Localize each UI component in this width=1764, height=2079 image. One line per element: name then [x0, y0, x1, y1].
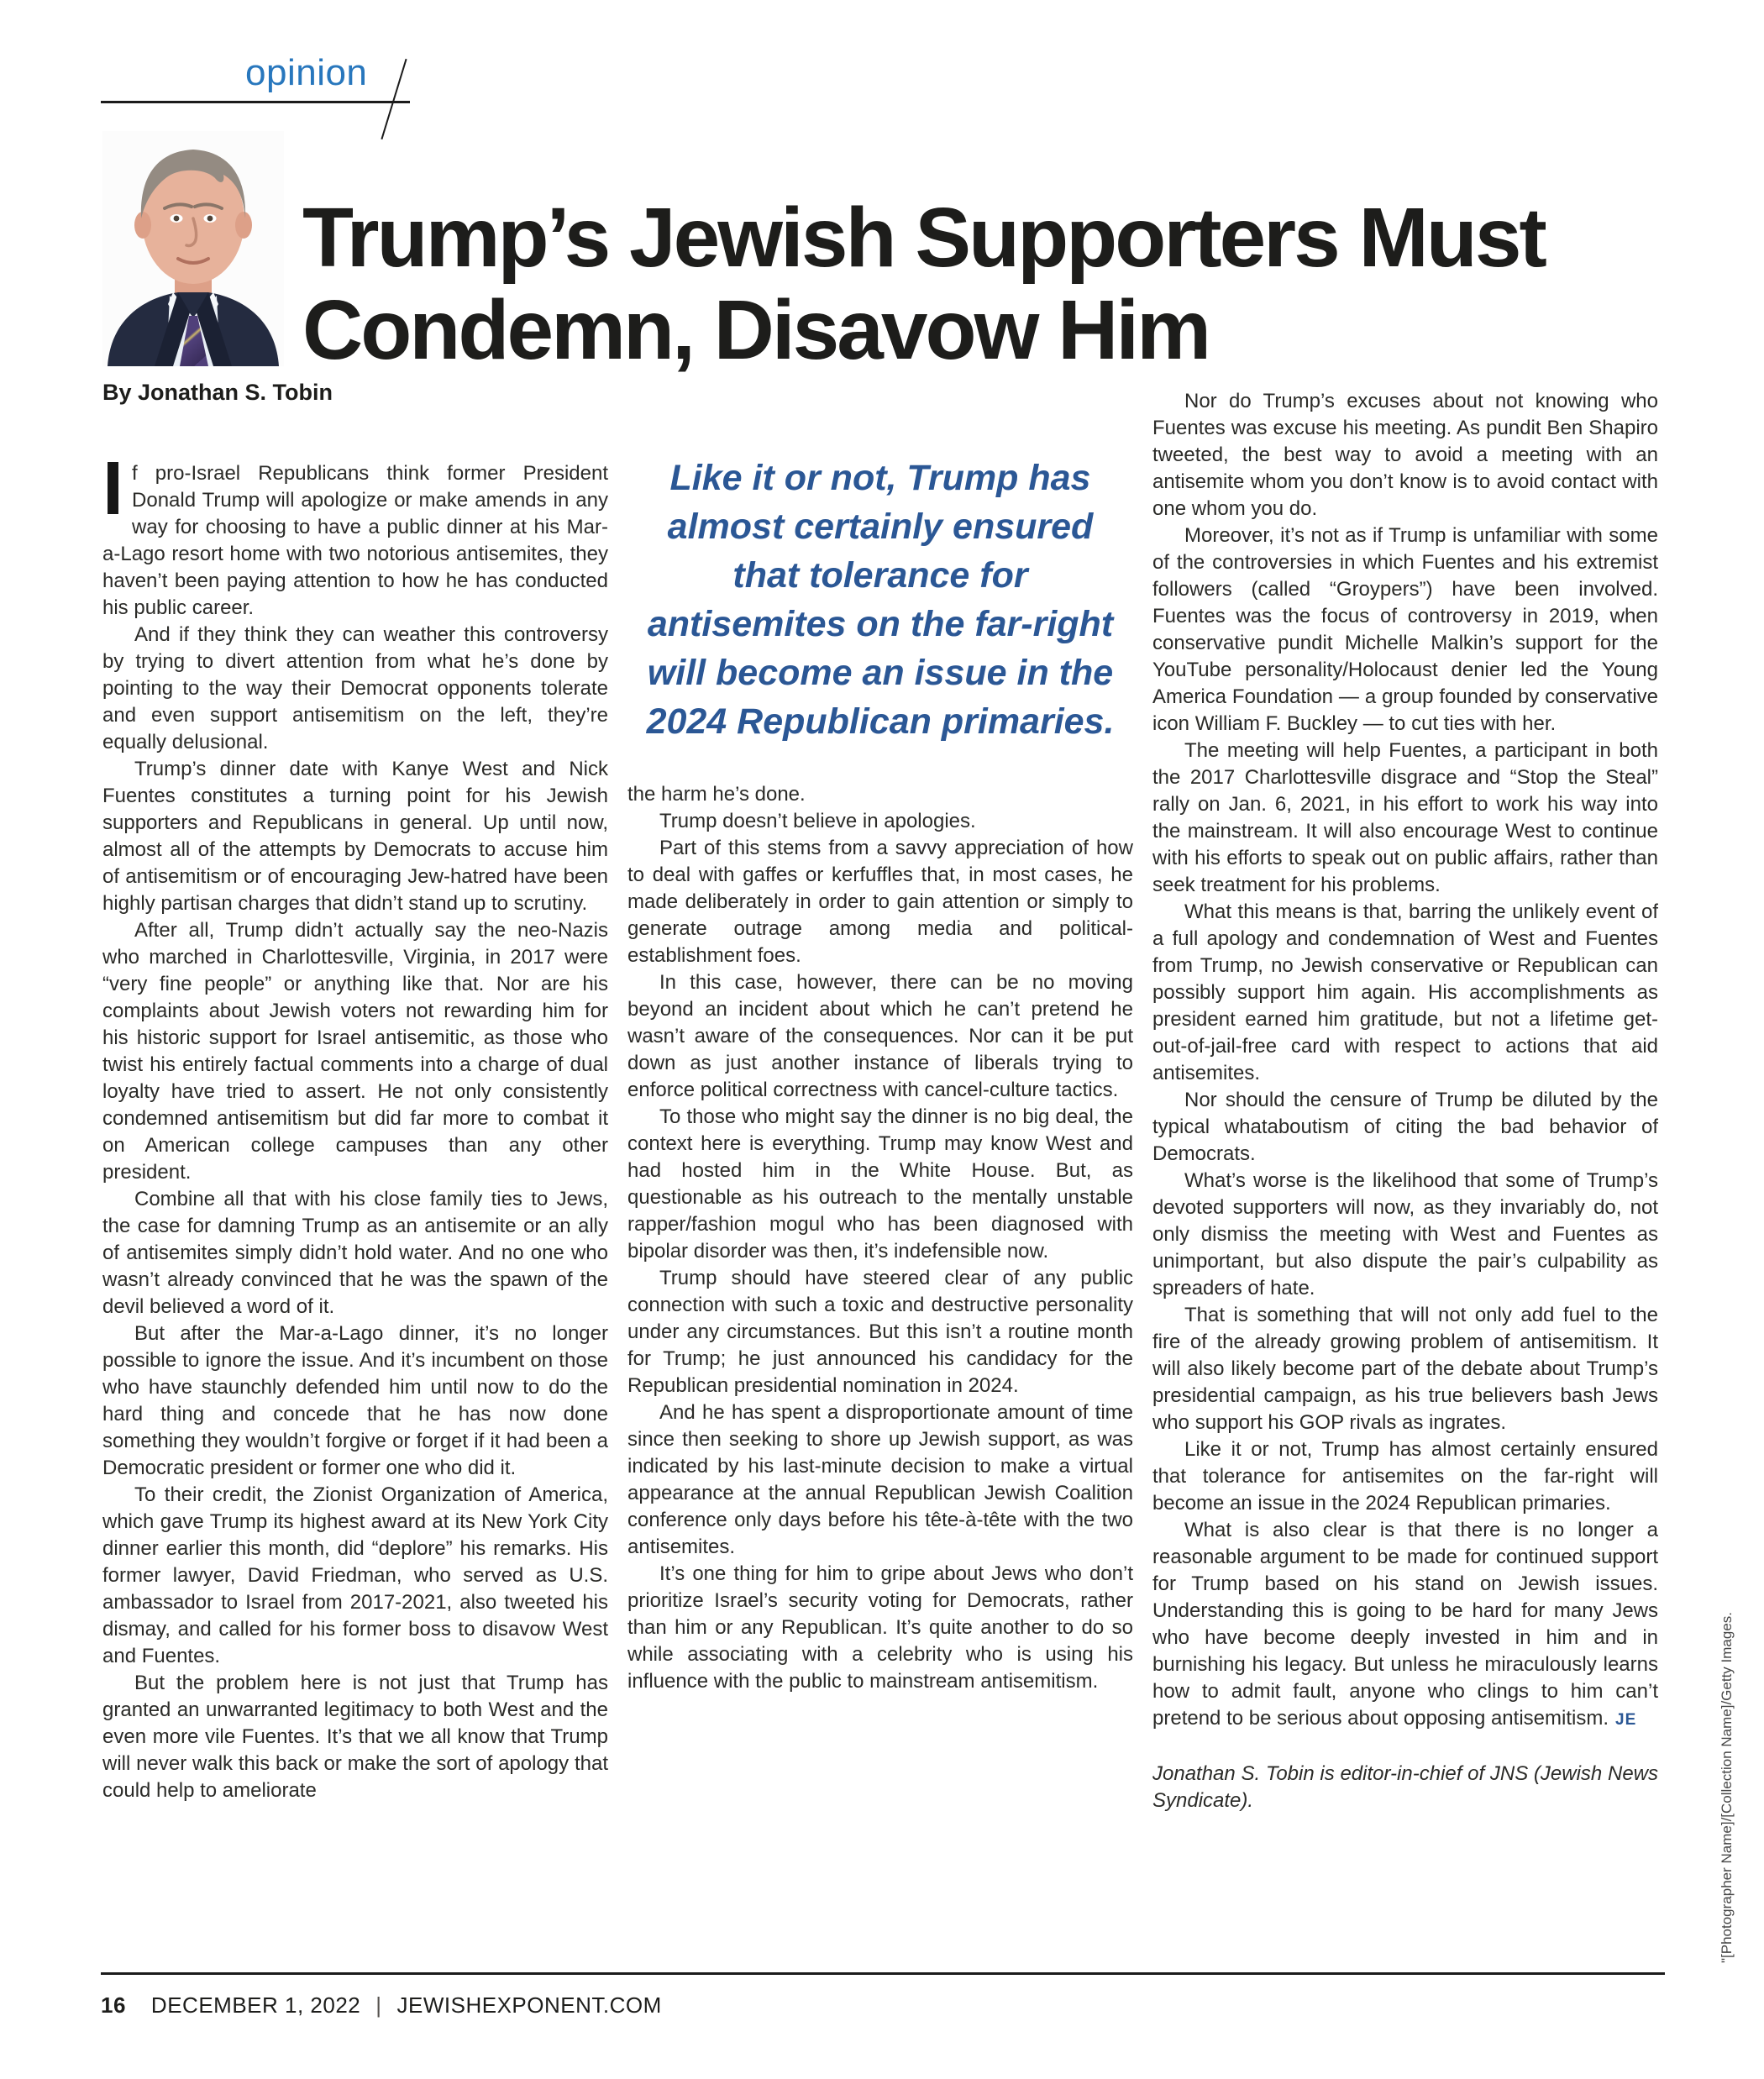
paragraph: Like it or not, Trump has almost certainly ensured that tolerance for antisemites on the far-right will become an issue in the 2024 Republican primaries. [1152, 1438, 1658, 1515]
article-title-line2: Condemn, Disavow Him [302, 283, 1210, 377]
end-mark: JE [1615, 1711, 1637, 1729]
paragraph: What’s worse is the likelihood that some of Trump’s devoted supporters will now, as they invariably do, not only dismiss the meeting with West and Fuentes as unimportant, but also dispute the pair’s culpability as spreaders of hate. [1152, 1169, 1658, 1299]
pull-quote: Like it or not, Trump has almost certainly ensured that tolerance for antisemites on the far-right will become an issue in the 2024 Republican primaries. [646, 458, 1115, 742]
paragraph: But the problem here is not just that Trump has granted an unwarranted legitimacy to both West and the even more vile Fuentes. It’s that we all know that Trump will never walk this back or make the sort of apology that could help to ameliorate [102, 1672, 608, 1802]
article-title [302, 192, 1613, 376]
paragraph: Moreover, it’s not as if Trump is unfamiliar with some of the controversies in which Fuentes and his extremist followers (called “Groypers”) have been involved. Fuentes was the focus of controversy in 2019, when conservative pundit Michelle Malkin’s support for the YouTube personality/Holocaust denier led the Young America Foundation — a group founded by conservative icon William F. Buckley — to cut ties with her. [1152, 524, 1658, 735]
site-url: JEWISHEXPONENT.COM [396, 1992, 662, 2018]
paragraph: It’s one thing for him to gripe about Jews who don’t prioritize Israel’s security voting for Democrats, rather than him or any Republican. It’s quite another to do so while associating with a celebrity who is using his influence with the public to mainstream antisemitism. [627, 1562, 1133, 1693]
author-portrait-illustration [102, 131, 284, 366]
header-slash-divider [381, 59, 407, 139]
article-title-line1: Trump’s Jewish Supporters Must [302, 191, 1545, 285]
column-3 [1152, 388, 1658, 1967]
drop-cap: I [102, 460, 124, 531]
column-1 [102, 460, 608, 1964]
section-label: opinion [245, 52, 368, 93]
paragraph: Trump doesn’t believe in apologies. [659, 810, 976, 832]
paragraph: The meeting will help Fuentes, a participant in both the 2017 Charlottesville disgrace and “Stop the Steal” rally on Jan. 6, 2021, in his effort to work his way into the mainstream. It will also encourage West to continue with his efforts to speak out on public affairs, rather than seek treatment for his problems. [1152, 739, 1658, 896]
paragraph: After all, Trump didn’t actually say the neo-Nazis who marched in Charlottesville, Virginia, in 2017 were “very fine people” or anything like that. Nor are his complaints about Jewish voters not rewarding him for his historic support for Israel antisemitic, as those who twist his entirely factual comments into a charge of dual loyalty have tried to assert. He not only consistently condemned antisemitism but did far more to combat it on American college campuses than any other president. [102, 919, 608, 1184]
byline: By Jonathan S. Tobin [102, 380, 333, 405]
issue-date: DECEMBER 1, 2022 [150, 1992, 361, 2018]
paragraph: What this means is that, barring the unlikely event of a full apology and condemnation of West and Fuentes from Trump, no Jewish conservative or Republican can possibly support him again. His accomplishments as president earned him gratitude, but not a lifetime get-out-of-jail-free card with respect to actions that aid antisemites. [1152, 900, 1658, 1084]
paragraph: To those who might say the dinner is no big deal, the context here is everything. Trump may know West and had hosted him in the White House. But, as questionable as his outreach to the mentally unstable rapper/fashion mogul who has been diagnosed with bipolar disorder was then, it’s indefensible now. [627, 1105, 1133, 1263]
column-2 [627, 445, 1133, 1966]
footer [101, 1992, 662, 2019]
footer-rule [101, 1972, 1665, 1975]
column-3-paragraphs [1152, 388, 1658, 1517]
lead-paragraph-text: f pro-Israel Republicans think former President Donald Trump will apologize or make amends in any way for choosing to have a public dinner at his Mar-a-Lago resort home with two notorious antisemites, they haven’t been paying attention to how he has conducted his public career. [102, 462, 608, 619]
final-paragraph [1152, 1517, 1658, 1734]
header-rule [101, 101, 410, 103]
paragraph: Part of this stems from a savvy appreciation of how to deal with gaffes or kerfuffles that, in most cases, he made deliberately in order to gain attention or simply to generate outrage among media and political-establishment foes. [627, 837, 1133, 967]
paragraph: Nor should the censure of Trump be diluted by the typical whataboutism of citing the bad behavior of Democrats. [1152, 1089, 1658, 1165]
paragraph: Trump’s dinner date with Kanye West and Nick Fuentes constitutes a turning point for his Jewish supporters and Republicans in general. Up until now, almost all of the attempts by Democrats to accuse him of antisemitism or of encouraging Jew-hatred have been highly partisan charges that didn’t stand up to scrutiny. [102, 758, 608, 915]
paragraph: In this case, however, there can be no moving beyond an incident about which he can’t pretend he wasn’t aware of the consequences. Nor can it be put down as just another instance of liberals trying to enforce political correctness with cancel-culture tactics. [627, 971, 1133, 1101]
page-number: 16 [101, 1992, 126, 2018]
final-paragraph-text: What is also clear is that there is no longer a reasonable argument to be made for continued support for Trump based on his stand on Jewish issues. Understanding this is going to be hard for many Jews who have become deeply invested in him and in burnishing his legacy. But unless he miraculously learns how to admit fault, anyone who clings to him can’t pretend to be serious about opposing antisemitism. [1152, 1519, 1658, 1730]
paragraph: And he has spent a disproportionate amount of time since then seeking to shore up Jewish support, as was indicated by his last-minute decision to make a virtual appearance at the annual Republican Jewish Coalition conference only days before his tête-à-tête with the two antisemites. [627, 1401, 1133, 1558]
photo-credit: "[Photographer Name]/[Collection Name]/Getty Images. [1719, 1611, 1735, 1963]
paragraph: Combine all that with his close family ties to Jews, the case for damning Trump as an antisemite or an ally of antisemites simply didn’t hold water. And no one who wasn’t already convinced that he was the spawn of the devil believed a word of it. [102, 1188, 608, 1318]
author-photo [102, 131, 284, 366]
paragraph: Trump should have steered clear of any public connection with such a toxic and destructive personality under any circumstances. But this isn’t a routine month for Trump; he just announced his candidacy for the Republican presidential nomination in 2024. [627, 1267, 1133, 1397]
paragraph: That is something that will not only add fuel to the fire of the already growing problem of antisemitism. It will also likely become part of the debate about Trump’s presidential campaign, as his true believers bash Jews who support his GOP rivals as ingrates. [1152, 1304, 1658, 1434]
paragraph: To their credit, the Zionist Organization of America, which gave Trump its highest award at its New York City dinner earlier this month, did “deplore” his remarks. His former lawyer, David Friedman, who served as U.S. ambassador to Israel from 2017-2021, also tweeted his dismay, and called for his former boss to disavow West and Fuentes. [102, 1483, 608, 1667]
author-bio: Jonathan S. Tobin is editor-in-chief of JNS (Jewish News Syndicate). [1152, 1762, 1658, 1812]
paragraph: And if they think they can weather this controversy by trying to divert attention from what he’s done by pointing to the way their Democrat opponents tolerate and even support antisemitism on the left, they’re equally delusional. [102, 623, 608, 753]
paragraph: Nor do Trump’s excuses about not knowing who Fuentes was excuse his meeting. As pundit Ben Shapiro tweeted, the best way to avoid a meeting with an antisemite whom you don’t know is to avoid contact with one whom you do. [1152, 390, 1658, 520]
column-2-paragraphs [627, 808, 1133, 1695]
column-1-paragraphs [102, 622, 608, 1804]
paragraph: But after the Mar-a-Lago dinner, it’s no longer possible to ignore the issue. And it’s incumbent on those who have staunchly defended him until now to do the hard thing and concede that he has now done something they wouldn’t forgive or forget if it had been a Democratic president or former one who did it. [102, 1322, 608, 1479]
footer-separator: | [375, 1992, 382, 2018]
lead-paragraph [102, 460, 608, 622]
continuation-paragraph: the harm he’s done. [627, 783, 806, 806]
